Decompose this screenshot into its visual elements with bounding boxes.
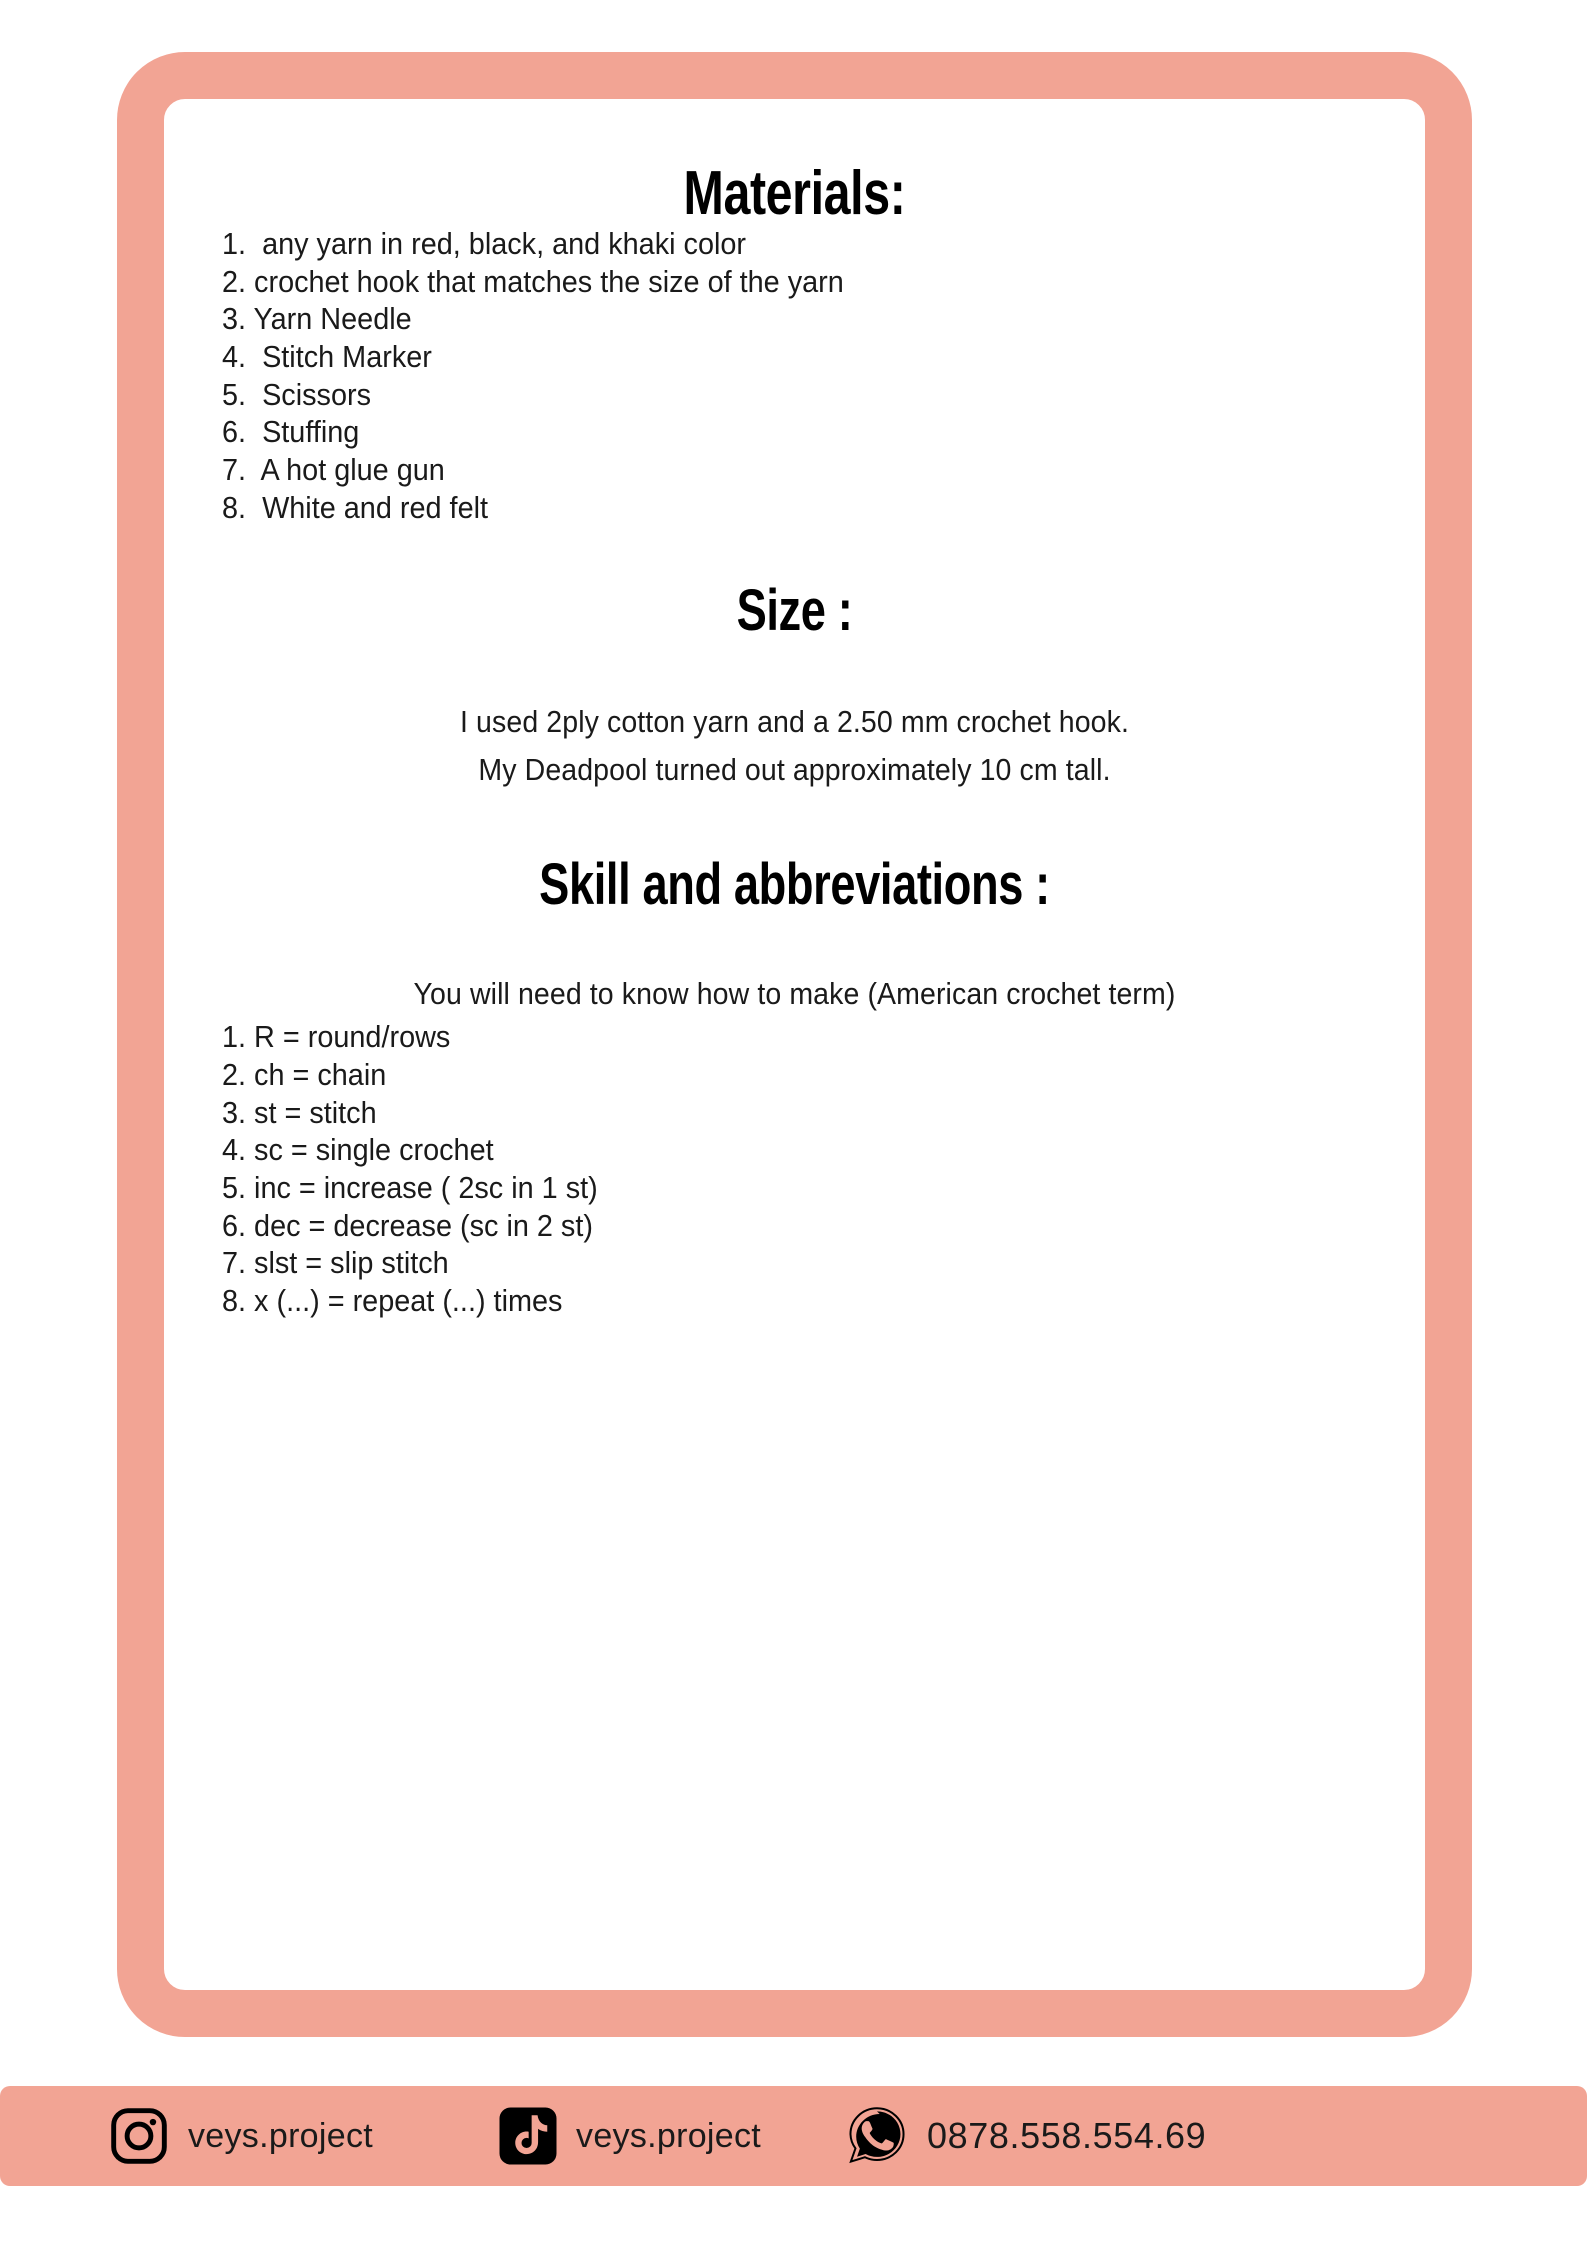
list-item: 2. ch = chain <box>222 1057 387 1093</box>
list-item: 6. Stuffing <box>222 414 360 450</box>
materials-list <box>222 225 1367 526</box>
size-heading: Size : <box>736 578 853 644</box>
tiktok-icon <box>498 2106 558 2166</box>
skill-section <box>222 852 1367 1319</box>
materials-heading: Materials: <box>683 159 906 228</box>
list-item: 1. any yarn in red, black, and khaki color <box>222 226 747 261</box>
frame-inner <box>164 99 1425 1990</box>
list-item: 3. st = stitch <box>222 1094 377 1130</box>
whatsapp-icon <box>845 2104 909 2168</box>
list-item: 5. inc = increase ( 2sc in 1 st) <box>222 1170 598 1206</box>
size-line-2: My Deadpool turned out approximately 10 cm tall. <box>478 752 1111 788</box>
instagram-handle: veys.project <box>188 2116 374 2155</box>
size-line-1: I used 2ply cotton yarn and a 2.50 mm crochet hook. <box>460 704 1129 740</box>
list-item: 4. sc = single crochet <box>222 1132 494 1168</box>
list-item: 4. Stitch Marker <box>222 338 432 374</box>
instagram-icon <box>108 2105 170 2167</box>
list-item: 8. White and red felt <box>222 489 489 525</box>
footer-instagram[interactable] <box>108 2105 373 2167</box>
skill-intro-text: You will need to know how to make (American crochet term) <box>413 976 1176 1012</box>
footer-whatsapp[interactable] <box>845 2104 1206 2168</box>
list-item: 7. slst = slip stitch <box>222 1245 449 1281</box>
list-item: 2. crochet hook that matches the size of the yarn <box>222 263 844 299</box>
list-item: 7. A hot glue gun <box>222 451 445 487</box>
skill-heading: Skill and abbreviations : <box>539 852 1050 918</box>
footer-contact-bar <box>0 2086 1587 2186</box>
list-item: 5. Scissors <box>222 376 372 412</box>
footer-tiktok[interactable] <box>498 2106 761 2166</box>
tiktok-handle: veys.project <box>576 2116 762 2155</box>
content-frame <box>117 52 1472 2037</box>
list-item: 8. x (...) = repeat (...) times <box>222 1282 563 1318</box>
list-item: 6. dec = decrease (sc in 2 st) <box>222 1207 593 1243</box>
abbreviations-list <box>222 1018 1367 1319</box>
list-item: 3. Yarn Needle <box>222 301 412 337</box>
size-section <box>222 578 1367 794</box>
size-paragraph <box>222 698 1367 794</box>
whatsapp-phone: 0878.558.554.69 <box>927 2115 1207 2156</box>
list-item: 1. R = round/rows <box>222 1019 451 1055</box>
